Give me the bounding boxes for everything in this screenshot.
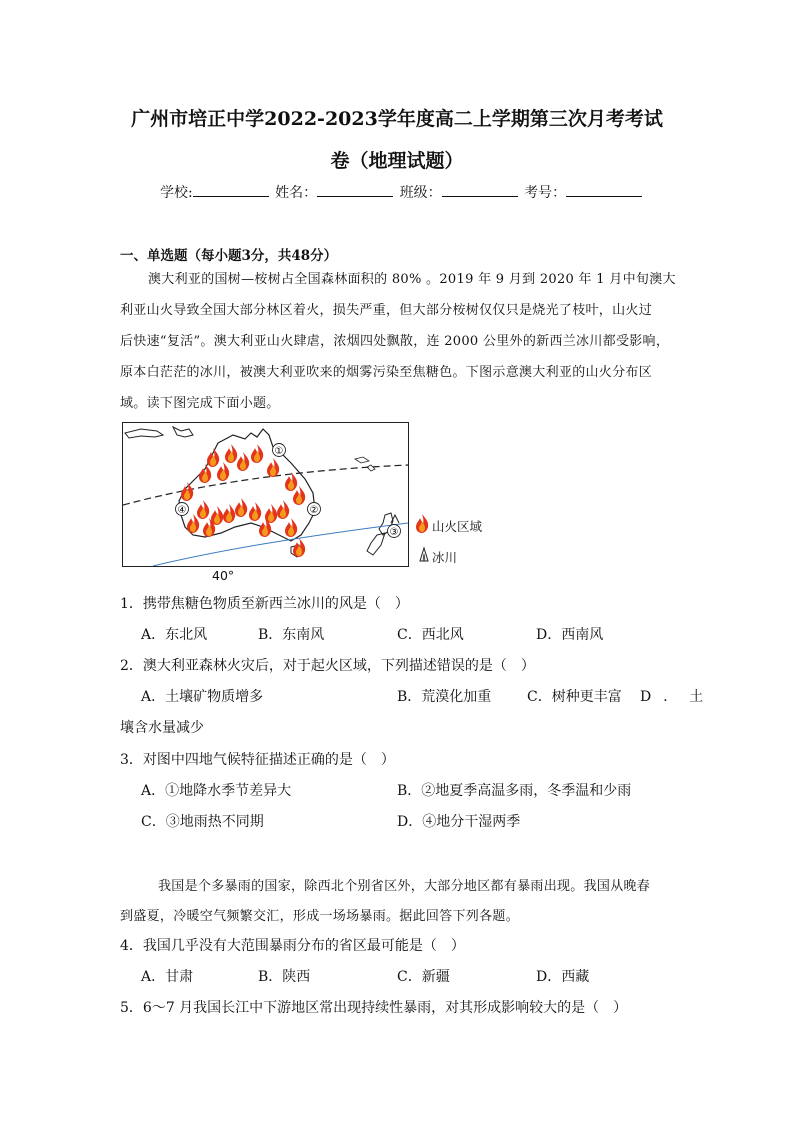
passage-line: 后快速“复活”。澳大利亚山火肆虐，浓烟四处飘散，连 2000 公里外的新西兰冰川都受影响， (120, 334, 670, 349)
island-shape (125, 429, 163, 438)
question-1-stem: 1．携带焦糖色物质至新西兰冰川的风是（ ） (120, 596, 409, 612)
latitude-label: 40° (212, 568, 235, 583)
q2-option-c[interactable]: C．树种更丰富 (527, 689, 622, 705)
fire-icon (285, 518, 297, 537)
name-blank[interactable] (317, 184, 393, 197)
q1-option-a[interactable]: A．东北风 (141, 627, 208, 643)
legend-fire-label: 山火区域 (432, 519, 483, 534)
fire-icon (207, 448, 219, 467)
fire-icon (187, 514, 199, 533)
name-label: 姓名： (275, 185, 318, 201)
fire-icon (251, 444, 263, 463)
q2-option-a[interactable]: A．土壤矿物质增多 (141, 689, 264, 705)
school-blank[interactable] (193, 184, 269, 197)
marker-2: ② (309, 505, 319, 516)
fire-icon (225, 444, 237, 463)
fire-icon (265, 504, 277, 523)
q2-option-d-continuation: 壤含水量减少 (120, 720, 204, 736)
marker-4: ④ (177, 505, 187, 516)
fire-icon (267, 458, 279, 477)
fire-icon (199, 464, 211, 483)
passage-line: 澳大利亚的国树—桉树占全国森林面积的 80% 。2019 年 9 月到 2020 年 1 月中旬澳大 (148, 272, 676, 287)
fire-icon (211, 506, 223, 525)
q2-option-b[interactable]: B．荒漠化加重 (397, 689, 492, 705)
fire-icon (293, 538, 305, 557)
question-3-stem: 3．对图中四地气候特征描述正确的是（ ） (120, 752, 395, 768)
q3-option-a[interactable]: A．①地降水季节差异大 (141, 783, 292, 799)
q3-option-c[interactable]: C．③地雨热不同期 (141, 814, 264, 830)
fire-icon (235, 498, 247, 517)
fire-icon (181, 482, 193, 501)
q1-option-d[interactable]: D．西南风 (536, 627, 604, 643)
fire-icon (197, 500, 209, 519)
class-blank[interactable] (442, 184, 518, 197)
q2-option-d[interactable]: D．土 (640, 689, 716, 705)
exam-no-blank[interactable] (566, 184, 642, 197)
q4-option-b[interactable]: B．陕西 (258, 969, 311, 985)
school-label: 学校: (160, 185, 193, 201)
fire-icon (223, 504, 235, 523)
passage2-line: 到盛夏，冷暖空气频繁交汇，形成一场场暴雨。据此回答下列各题。 (120, 909, 520, 924)
q4-option-a[interactable]: A．甘肃 (141, 969, 194, 985)
class-label: 班级： (399, 185, 442, 201)
q3-option-b[interactable]: B．②地夏季高温多雨，冬季温和少雨 (397, 783, 632, 799)
section-heading: 一、单选题（每小题3分，共48分） (120, 248, 338, 264)
question-5-stem: 5．6～7 月我国长江中下游地区常出现持续性暴雨，对其形成影响较大的是（ ） (120, 1000, 628, 1016)
marker-1: ① (274, 446, 284, 457)
passage-line: 利亚山火导致全国大部分林区着火，损失严重，但大部分桉树仅仅只是烧光了枝叶，山火过 (120, 303, 653, 318)
fire-icon (217, 462, 229, 481)
fire-icon (277, 500, 289, 519)
q3-option-d[interactable]: D．④地分干湿两季 (397, 814, 521, 830)
map-svg (123, 423, 408, 566)
passage-line: 域。读下图完成下面小题。 (120, 396, 280, 411)
q4-option-c[interactable]: C．新疆 (397, 969, 450, 985)
passage2-line: 我国是个多暴雨的国家，除西北个别省区外，大部分地区都有暴雨出现。我国从晚春 (158, 879, 651, 894)
student-info-line (160, 182, 644, 202)
australia-fire-map (122, 422, 409, 567)
island-shape (173, 427, 193, 437)
question-4-stem: 4．我国几乎没有大范围暴雨分布的省区最可能是（ ） (120, 938, 465, 954)
page-title: 广州市培正中学2022-2023学年度高二上学期第三次月考考试 (131, 108, 663, 130)
page-title-line2: 卷（地理试题） (330, 150, 464, 172)
q1-option-c[interactable]: C．西北风 (397, 627, 464, 643)
tropic-line (123, 465, 408, 505)
question-2-stem: 2．澳大利亚森林火灾后，对于起火区域，下列描述错误的是（ ） (120, 658, 535, 674)
marker-3: ③ (389, 527, 399, 538)
passage-line: 原本白茫茫的冰川，被澳大利亚吹来的烟雾污染至焦糖色。下图示意澳大利亚的山火分布区 (120, 365, 653, 380)
legend-glacier-label: 冰川 (432, 550, 458, 565)
fire-icon (414, 513, 430, 533)
fire-icon (237, 452, 249, 471)
glacier-icon (418, 546, 430, 562)
fire-icon (249, 502, 261, 521)
q1-option-b[interactable]: B．东南风 (258, 627, 325, 643)
q4-option-d[interactable]: D．西藏 (536, 969, 590, 985)
exam-no-label: 考号： (524, 185, 567, 201)
